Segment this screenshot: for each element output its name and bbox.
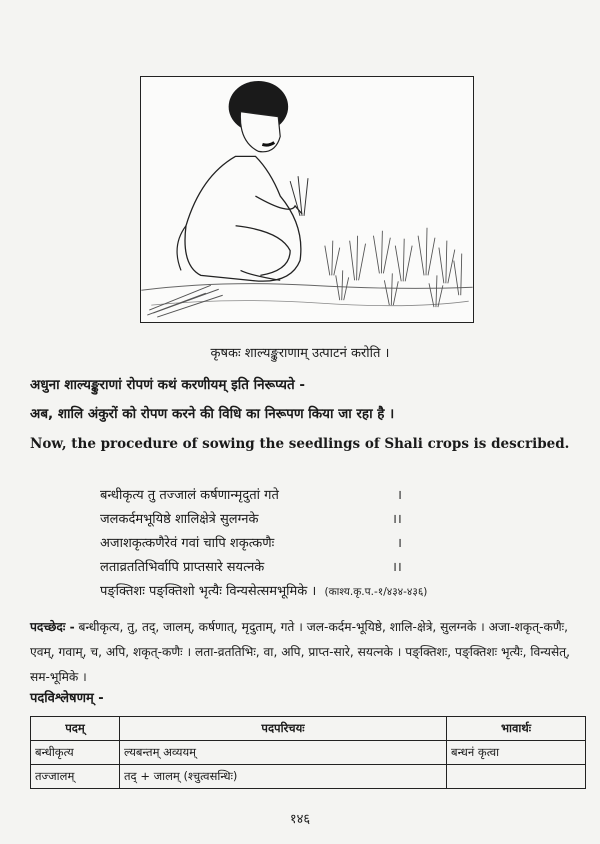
farmer-uprooting-seedlings-drawing xyxy=(141,77,473,322)
verse-line xyxy=(100,556,570,580)
table-row xyxy=(31,741,586,765)
verse-line xyxy=(100,580,570,604)
danda-mark: । xyxy=(397,536,402,551)
verse-text: पङ्क्तिशः पङ्क्तिशो भृत्यैः विन्यसेत्समभूमिके । xyxy=(100,584,317,599)
intro-hindi: अब, शालि अंकुरों को रोपण करने की विधि का निरूपण किया जा रहा है । xyxy=(30,406,395,422)
padaccheda-label: पदच्छेदः - xyxy=(30,620,75,634)
verse-line xyxy=(100,508,570,532)
page-number: १४६ xyxy=(289,812,311,827)
table-cell: तद् + जालम् (श्चुत्वसन्धिः) xyxy=(120,765,447,789)
table-cell: बन्धीकृत्य xyxy=(31,741,120,765)
verse-line xyxy=(100,484,570,508)
vishleshana-title: पदविश्लेषणम् - xyxy=(30,691,104,706)
table-row xyxy=(31,765,586,789)
table-cell: तज्जालम् xyxy=(31,765,120,789)
intro-sanskrit: अधुना शाल्यङ्कुराणां रोपणं कथं करणीयम् इति निरूप्यते - xyxy=(30,377,305,393)
farmer-illustration xyxy=(140,76,474,323)
table-cell: ल्यबन्तम् अव्ययम् xyxy=(120,741,447,765)
verse-line xyxy=(100,532,570,556)
danda-mark: । xyxy=(397,488,402,503)
table-cell: बन्धनं कृत्वा xyxy=(447,741,586,765)
verse-text: बन्धीकृत्य तु तज्जालं कर्षणान्मृदुतां गते xyxy=(100,488,279,503)
column-header: भावार्थः xyxy=(447,717,586,741)
padaccheda-text: बन्धीकृत्य, तु, तद्, जालम्, कर्षणात्, मृदुताम्, गते । जल-कर्दम-भूयिष्ठे, शालि-क्षेत्रे, सुलग्नके । अजा-शकृत्-कणैः, एवम्, गवाम्, च, अपि, शकृत्-कणैः । लता-व्रततिभिः, वा, अपि, प्राप्त-सारे, सयत्नके । पङ्क्तिशः, पङ्क्तिशः भृत्यैः, विन्यसेत्, सम-भूमिके । xyxy=(30,620,571,684)
verse-text: लताव्रततिभिर्वापि प्राप्तसारे सयत्नके xyxy=(100,560,265,575)
verse-text: जलकर्दमभूयिष्ठे शालिक्षेत्रे सुलग्नके xyxy=(100,512,259,527)
word-analysis-table xyxy=(30,716,586,789)
table-cell xyxy=(447,765,586,789)
danda-mark: ।। xyxy=(392,512,402,527)
illustration-caption: कृषकः शाल्यङ्कुराणाम् उत्पाटनं करोति । xyxy=(210,346,390,361)
column-header: पदपरिचयः xyxy=(120,717,447,741)
table-header-row xyxy=(31,717,586,741)
verse-text: अजाशकृत्कणैरेवं गवां चापि शकृत्कणैः xyxy=(100,536,275,551)
verse-reference: (काश्य.कृ.प.-१/४३४-४३६) xyxy=(324,586,428,598)
verse-block xyxy=(100,484,570,604)
padaccheda-section xyxy=(30,615,586,690)
intro-english: Now, the procedure of sowing the seedlings of Shali crops is described. xyxy=(30,436,570,452)
column-header: पदम् xyxy=(31,717,120,741)
danda-mark: ।। xyxy=(392,560,402,575)
